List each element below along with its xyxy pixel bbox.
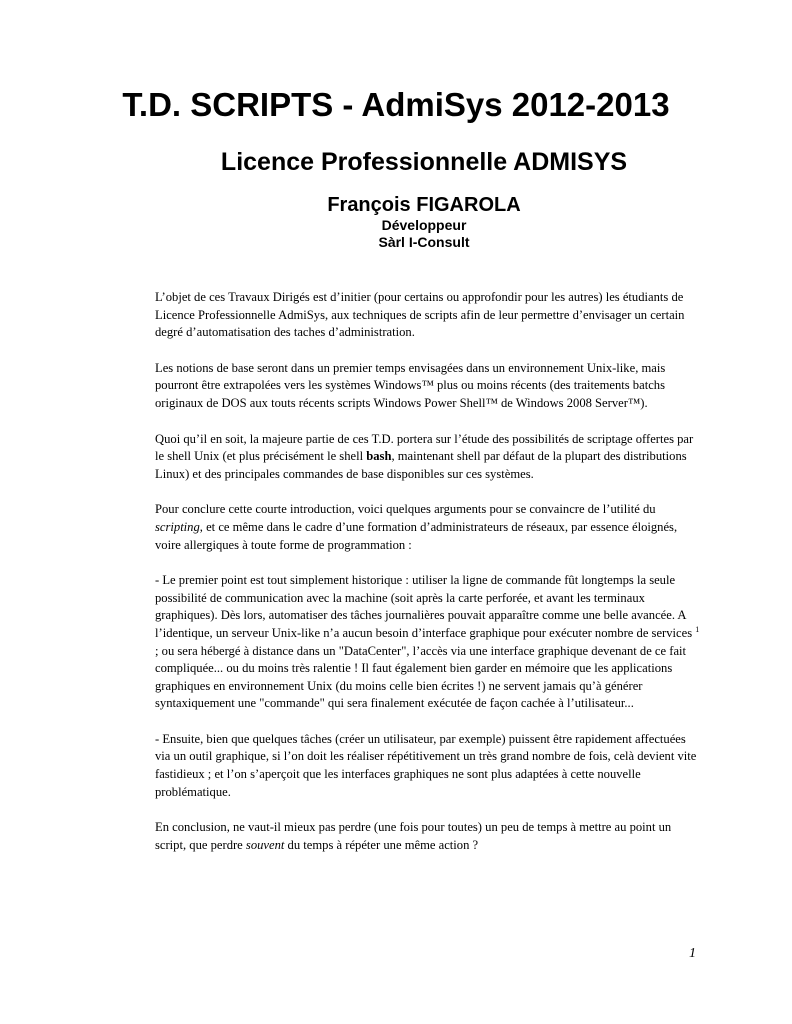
paragraph-history-text-a: - Le premier point est tout simplement historique : utiliser la ligne de commande fût longtemps la seule possibilité de communication avec la machine (soit après la carte perforée, et avant les terminaux graphiques). Dès lors, automatiser des tâches journalières pouvait apparaître comme une belle avancée. A l’identique, un serveur Unix-like n’a aucun besoin d’interface graphique pour exécuter nombre de services: [155, 573, 696, 640]
footnote-marker[interactable]: 1: [695, 624, 700, 634]
document-subtitle: Licence Professionnelle ADMISYS: [220, 148, 628, 176]
author-company: Sàrl I-Consult: [378, 234, 470, 250]
paragraph-notions: Les notions de base seront dans un premier temps envisagées dans un environnement Unix-like, mais pourront être extrapolées vers les systèmes Windows™ plus ou moins récents (des traitements batchs originaux de DOS aux touts récents scripts Windows Power Shell™ de Windows 2008 Server™).: [155, 360, 666, 410]
paragraph-arguments-text-a: Pour conclure cette courte introduction, voici quelques arguments pour se convaincre de l’utilité du: [155, 502, 656, 517]
paragraph-intro: L’objet de ces Travaux Dirigés est d’initier (pour certains ou approfondir pour les autres) les étudiants de Licence Professionnelle AdmiSys, aux techniques de scripts afin de leur permettre d’envisager un certain degré d’automatisation des taches d’administration.: [155, 290, 685, 340]
souvent-term: souvent: [245, 837, 285, 852]
paragraph-history-text-b: ; ou sera hébergé à distance dans un "DataCenter", l’accès via une interface graphique devenant de ce fait compliquée... ou du moins très ralentie ! Il faut également bien garder en mémoire que les applications graphiques en environnement Unix (du moins celle bien écrites !) ne servent jamais qu’à générer syntaxiquement une "commande" qui sera finalement exécutée de façon cachée à l’utilisateur...: [155, 643, 687, 711]
paragraph-repetition: - Ensuite, bien que quelques tâches (créer un utilisateur, par exemple) puissent être rapidement affectuées via un outil graphique, si l’on doit les réaliser répétitivement un très grand nombre de fois, celà devient vite fastidieux ; et l’on s’aperçoit que les interfaces graphiques ne sont plus adaptées à cette nouvelle problématique.: [155, 731, 697, 799]
bash-term: bash: [366, 449, 392, 464]
paragraph-bash-text-b: , maintenant shell par défaut de la plupart des distributions Linux) et des principales commandes de base disponibles sur ces systèmes.: [155, 449, 687, 481]
document-title: T.D. SCRIPTS - AdmiSys 2012-2013: [122, 86, 670, 123]
author-role: Développeur: [381, 217, 467, 233]
paragraph-history: [155, 572, 700, 713]
paragraph-conclusion-text-a: En conclusion, ne vaut-il mieux pas perdre (une fois pour toutes) un peu de temps à mettre au point un script, que perdre: [155, 820, 672, 852]
paragraph-bash: [155, 431, 700, 484]
author-name: François FIGAROLA: [327, 194, 521, 216]
paragraph-conclusion: [155, 819, 700, 854]
paragraph-bash-text-a: Quoi qu’il en soit, la majeure partie de ces T.D. portera sur l’étude des possibilités de scriptage offertes par le shell Unix (et plus précisément le shell: [155, 431, 694, 464]
document-body: [155, 289, 700, 872]
page-number: 1: [689, 946, 696, 961]
paragraph-arguments-text-b: , et ce même dans le cadre d’une formation d’administrateurs de réseaux, par essence éloignés, voire allergiques à toute forme de programmation :: [155, 519, 678, 552]
paragraph-conclusion-text-b: du temps à répéter une même action ?: [284, 837, 479, 852]
scripting-term: scripting: [155, 519, 200, 534]
paragraph-arguments: [155, 501, 700, 554]
